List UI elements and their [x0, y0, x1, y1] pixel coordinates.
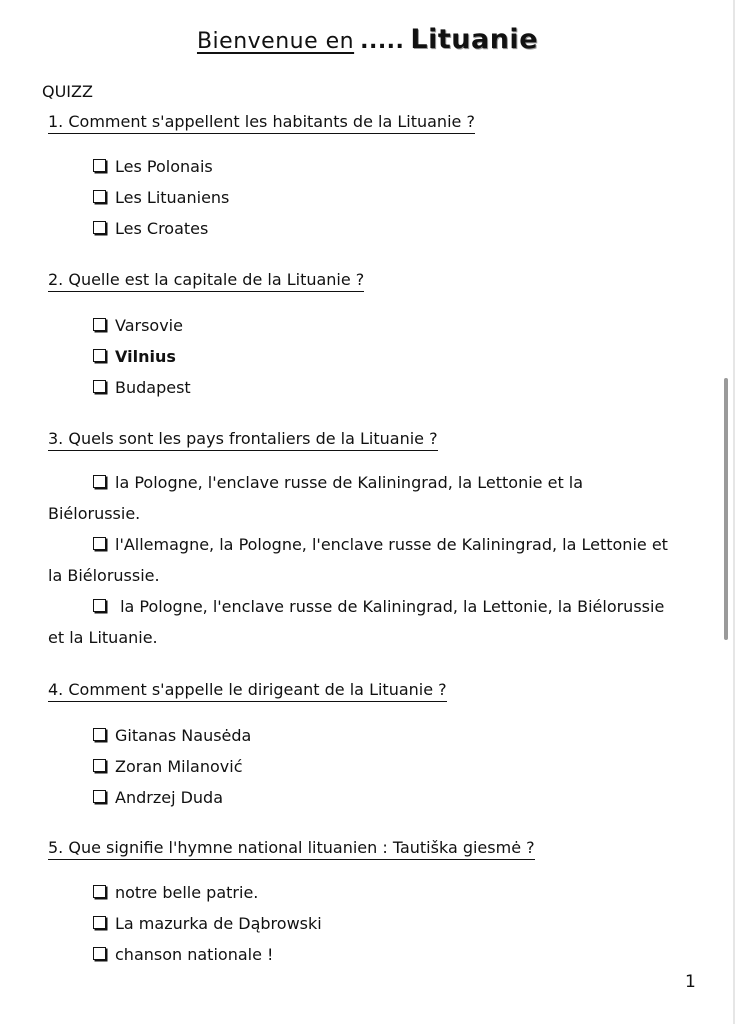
checkbox-icon[interactable] [93, 599, 106, 612]
option-label: Andrzej Duda [115, 788, 224, 807]
option-label: Budapest [115, 378, 191, 397]
q5-option-2[interactable] [93, 914, 322, 933]
option-label: notre belle patrie. [115, 883, 259, 902]
question-5: 5. Que signifie l'hymne national lituanien : Tautiška giesmė ? [48, 838, 535, 860]
checkbox-icon[interactable] [93, 759, 106, 772]
q1-option-2[interactable] [93, 188, 229, 207]
q4-option-3[interactable] [93, 788, 223, 807]
option-label: Gitanas Nausėda [115, 726, 252, 745]
checkbox-icon[interactable] [93, 380, 106, 393]
checkbox-icon[interactable] [93, 885, 106, 898]
q5-option-1[interactable] [93, 883, 258, 902]
option-label: la Pologne, l'enclave russe de Kaliningrad, la Lettonie et la Biélorussie. [48, 473, 584, 523]
q3-option-1[interactable] [48, 468, 678, 529]
page-title [0, 24, 735, 55]
option-label: Vilnius [115, 347, 176, 366]
question-4: 4. Comment s'appelle le dirigeant de la Lituanie ? [48, 680, 447, 702]
checkbox-icon[interactable] [93, 916, 106, 929]
title-main: Lituanie [410, 24, 539, 55]
option-label: Les Croates [115, 219, 209, 238]
question-3: 3. Quels sont les pays frontaliers de la Lituanie ? [48, 429, 438, 451]
checkbox-icon[interactable] [93, 537, 106, 550]
vertical-scrollbar[interactable] [724, 378, 728, 640]
quiz-heading: QUIZZ [42, 82, 93, 101]
checkbox-icon[interactable] [93, 190, 106, 203]
title-dots: ..... [360, 29, 405, 54]
page-number: 1 [685, 972, 696, 992]
option-label: Zoran Milanović [115, 757, 243, 776]
q3-option-3[interactable] [48, 592, 678, 653]
checkbox-icon[interactable] [93, 221, 106, 234]
checkbox-icon[interactable] [93, 947, 106, 960]
option-label: Les Lituaniens [115, 188, 230, 207]
option-label: chanson nationale ! [115, 945, 274, 964]
title-prefix: Bienvenue en [196, 29, 355, 54]
option-label: Varsovie [115, 316, 183, 335]
checkbox-icon[interactable] [93, 159, 106, 172]
q4-option-2[interactable] [93, 757, 243, 776]
q1-option-1[interactable] [93, 157, 213, 176]
q5-option-3[interactable] [93, 945, 273, 964]
question-2: 2. Quelle est la capitale de la Lituanie ? [48, 270, 364, 292]
checkbox-icon[interactable] [93, 728, 106, 741]
q2-option-1[interactable] [93, 316, 183, 335]
q4-option-1[interactable] [93, 726, 251, 745]
q2-option-3[interactable] [93, 378, 191, 397]
option-label: Les Polonais [115, 157, 213, 176]
checkbox-icon[interactable] [93, 790, 106, 803]
q3-option-2[interactable] [48, 530, 678, 591]
checkbox-icon[interactable] [93, 318, 106, 331]
option-label: la Pologne, l'enclave russe de Kaliningrad, la Lettonie, la Biélorussie et la Lituanie. [48, 597, 665, 647]
option-label: l'Allemagne, la Pologne, l'enclave russe de Kaliningrad, la Lettonie et la Biélorussie. [48, 535, 668, 585]
q1-option-3[interactable] [93, 219, 208, 238]
checkbox-icon[interactable] [93, 349, 106, 362]
question-1: 1. Comment s'appellent les habitants de la Lituanie ? [48, 112, 475, 134]
option-label: La mazurka de Dąbrowski [115, 914, 322, 933]
checkbox-icon[interactable] [93, 475, 106, 488]
q2-option-2[interactable] [93, 347, 176, 366]
